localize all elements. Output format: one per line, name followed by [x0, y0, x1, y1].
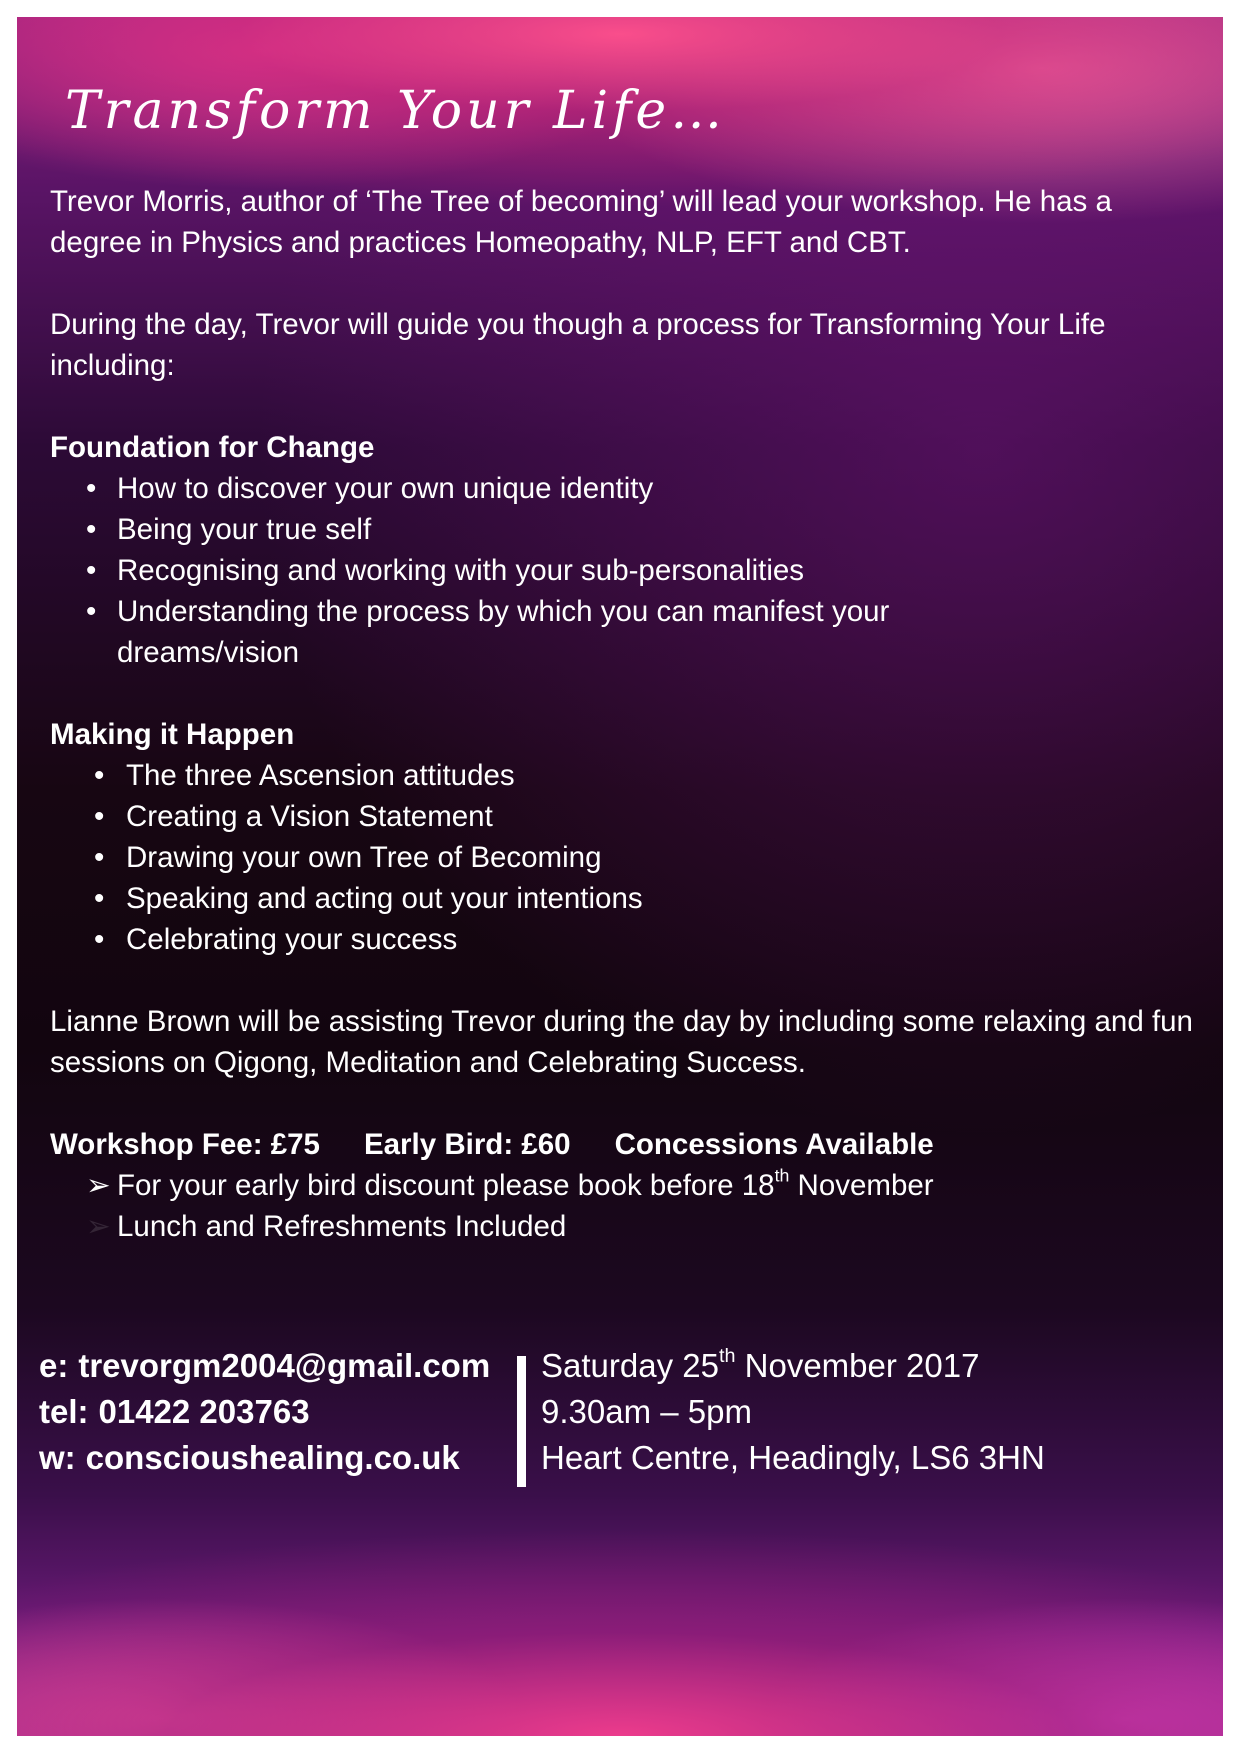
bullet-icon: •	[94, 759, 105, 792]
section-heading-foundation: Foundation for Change	[50, 431, 375, 464]
website-link[interactable]: conscioushealing.co.uk	[85, 1439, 460, 1476]
list-item: • Speaking and acting out your intentions	[50, 878, 1200, 919]
list-item: ➢ Lunch and Refreshments Included	[50, 1206, 1200, 1247]
list-item: • Recognising and working with your sub-personalities	[50, 550, 1200, 591]
workshop-fee: Workshop Fee: £75	[50, 1128, 320, 1161]
arrow-bullet-icon: ➢	[86, 1169, 111, 1202]
intro-paragraph: Trevor Morris, author of ‘The Tree of becoming’ will lead your workshop. He has a degree in Physics and practices Homeopathy, NLP, EFT and CBT.	[50, 185, 1112, 259]
list-item: • Creating a Vision Statement	[50, 796, 1200, 837]
list-item: ➢ For your early bird discount please book before 18th November	[50, 1165, 1200, 1206]
concessions-note: Concessions Available	[614, 1128, 934, 1161]
bullet-icon: •	[86, 513, 97, 546]
page-title: Transform Your Life…	[65, 81, 727, 141]
fee-line	[50, 1124, 1200, 1165]
event-time: 9.30am – 5pm	[541, 1393, 752, 1430]
event-date: Saturday 25th November 2017	[541, 1345, 980, 1384]
bullet-icon: •	[86, 554, 97, 587]
section-heading-making-it-happen: Making it Happen	[50, 718, 295, 751]
phone-number[interactable]: 01422 203763	[98, 1393, 310, 1430]
email-link[interactable]: trevorgm2004@gmail.com	[78, 1347, 491, 1384]
contact-block	[39, 1343, 490, 1481]
flyer-page	[17, 17, 1223, 1736]
bullet-icon: •	[86, 595, 97, 628]
list-item: • How to discover your own unique identity	[50, 468, 1200, 509]
list-item: • The three Ascension attitudes	[50, 755, 1200, 796]
bullet-icon: •	[94, 800, 105, 833]
event-venue: Heart Centre, Headingly, LS6 3HN	[541, 1439, 1045, 1476]
fee-notes-list	[50, 1165, 1200, 1247]
list-item: • Celebrating your success	[50, 919, 1200, 960]
process-intro-paragraph: During the day, Trevor will guide you though a process for Transforming Your Life including:	[50, 308, 1106, 382]
list-item: • Understanding the process by which you can manifest your dreams/vision	[50, 591, 1200, 673]
arrow-bullet-icon: ➢	[86, 1210, 111, 1243]
assistant-paragraph: Lianne Brown will be assisting Trevor during the day by including some relaxing and fun sessions on Qigong, Meditation and Celebrating Success.	[50, 1005, 1193, 1079]
list-item: • Being your true self	[50, 509, 1200, 550]
list-item: • Drawing your own Tree of Becoming	[50, 837, 1200, 878]
early-bird-fee: Early Bird: £60	[363, 1128, 571, 1161]
foundation-list	[50, 468, 1200, 673]
bullet-icon: •	[94, 923, 105, 956]
bullet-icon: •	[86, 472, 97, 505]
web-line: w: conscioushealing.co.uk	[39, 1439, 460, 1476]
email-line: e: trevorgm2004@gmail.com	[39, 1347, 491, 1384]
flyer-body	[50, 181, 1200, 1247]
making-it-happen-list	[50, 755, 1200, 960]
event-details	[541, 1343, 1045, 1481]
bullet-icon: •	[94, 882, 105, 915]
bullet-icon: •	[94, 841, 105, 874]
tel-line: tel: 01422 203763	[39, 1393, 310, 1430]
vertical-divider	[517, 1356, 526, 1487]
